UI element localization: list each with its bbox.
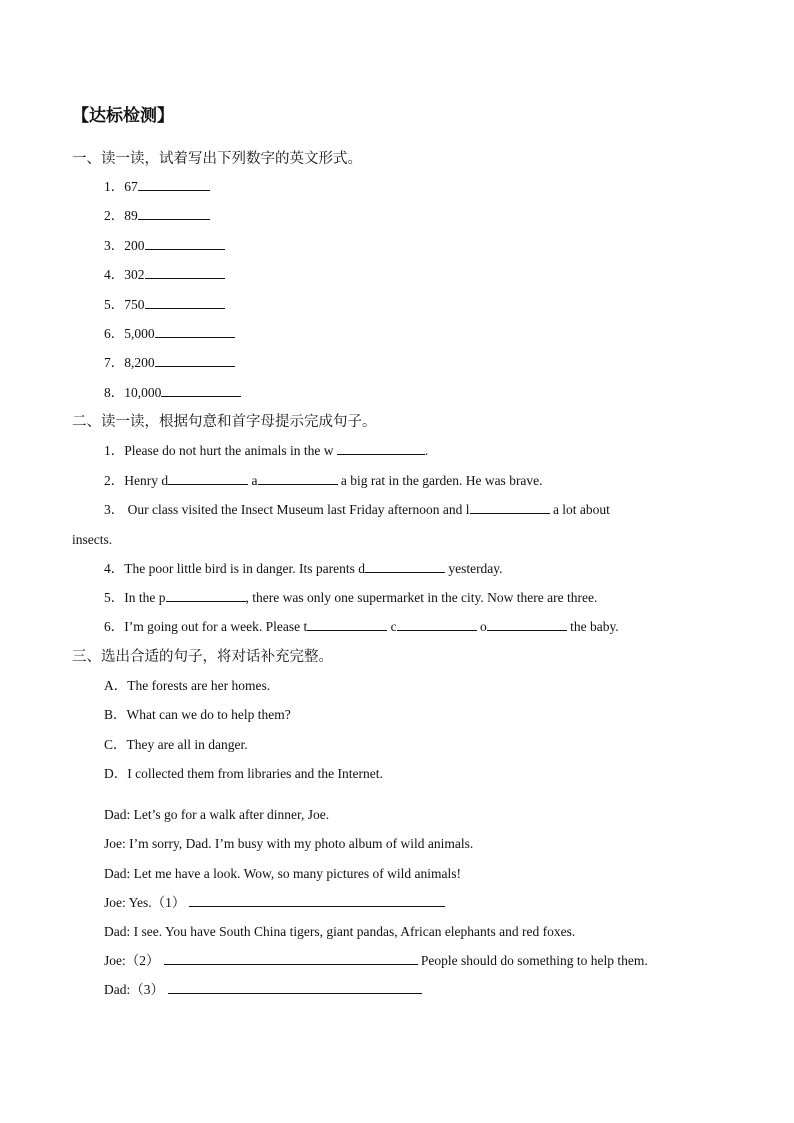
number-text: 2．89 (104, 208, 138, 223)
sentence-text: 5．In the p (104, 590, 166, 605)
sentence-text: 2．Henry d (104, 473, 169, 488)
dialog-text: Dad:（3） (104, 982, 164, 997)
answer-blank[interactable] (155, 354, 235, 367)
sentence-item (104, 501, 610, 519)
answer-blank[interactable] (138, 207, 210, 220)
answer-blank[interactable] (258, 472, 338, 485)
number-item (104, 296, 225, 314)
section-1-heading: 一、读一读，试着写出下列数字的英文形式。 (72, 151, 362, 167)
sentence-item (104, 618, 619, 636)
sentence-item (104, 442, 428, 460)
dialog-text: Joe:（2） (104, 953, 160, 968)
number-text: 4．302 (104, 267, 145, 282)
number-text: 6．5,000 (104, 326, 155, 341)
answer-blank[interactable] (145, 296, 225, 309)
number-item (104, 237, 225, 255)
section-3-heading: 三、选出合适的句子，将对话补充完整。 (72, 649, 333, 665)
answer-blank[interactable] (397, 618, 477, 631)
answer-blank[interactable] (307, 618, 387, 631)
sentence-text: yesterday. (448, 561, 503, 576)
sentence-item (104, 472, 543, 490)
dialog-line: Dad: Let’s go for a walk after dinner, Joe. (104, 807, 330, 822)
dialog-line (104, 952, 648, 970)
dialog-line: Dad: Let me have a look. Wow, so many pictures of wild animals! (104, 866, 461, 881)
sentence-text: a (251, 473, 258, 488)
page-title: 【达标检测】 (72, 106, 174, 126)
sentence-text: 6．I’m going out for a week. Please t (104, 619, 308, 634)
answer-blank[interactable] (164, 952, 418, 965)
option-d: D．I collected them from libraries and the Internet. (104, 766, 383, 781)
option-a: A．The forests are her homes. (104, 678, 271, 693)
answer-blank[interactable] (168, 981, 422, 994)
number-text: 7．8,200 (104, 355, 155, 370)
answer-blank[interactable] (168, 472, 248, 485)
dialog-text: People should do something to help them. (420, 953, 648, 968)
answer-blank[interactable] (487, 618, 567, 631)
dialog-line (104, 981, 422, 999)
answer-blank[interactable] (138, 178, 210, 191)
dialog-line: Dad: I see. You have South China tigers, giant pandas, African elephants and red foxes. (104, 924, 576, 939)
answer-blank[interactable] (470, 501, 550, 514)
section-2-heading: 二、读一读，根据句意和首字母提示完成句子。 (72, 414, 377, 430)
answer-blank[interactable] (145, 237, 225, 250)
answer-blank[interactable] (337, 442, 425, 455)
sentence-item (104, 589, 597, 607)
number-item (104, 384, 241, 402)
sentence-item (104, 560, 503, 578)
sentence-text: 3． Our class visited the Insect Museum last Friday afternoon and l (104, 502, 470, 517)
number-item (104, 354, 235, 372)
number-item (104, 207, 210, 225)
answer-blank[interactable] (145, 266, 225, 279)
number-item (104, 266, 225, 284)
answer-blank[interactable] (155, 325, 235, 338)
answer-blank[interactable] (161, 384, 241, 397)
number-text: 5．750 (104, 297, 145, 312)
number-text: 3．200 (104, 238, 145, 253)
sentence-continuation: insects. (72, 532, 113, 547)
number-item (104, 325, 235, 343)
sentence-text: c (390, 619, 397, 634)
sentence-text: o (479, 619, 487, 634)
dialog-text: Joe: Yes.（1） (104, 895, 186, 910)
option-c: C．They are all in danger. (104, 737, 248, 752)
sentence-text: , there was only one supermarket in the city. Now there are three. (245, 590, 598, 605)
answer-blank[interactable] (166, 589, 246, 602)
dialog-line: Joe: I’m sorry, Dad. I’m busy with my photo album of wild animals. (104, 836, 474, 851)
answer-blank[interactable] (365, 560, 445, 573)
answer-blank[interactable] (189, 894, 445, 907)
number-item (104, 178, 210, 196)
sentence-text: the baby. (570, 619, 619, 634)
dialog-line (104, 894, 445, 912)
sentence-text: a lot about (552, 502, 610, 517)
sentence-text: 4．The poor little bird is in danger. Its parents d (104, 561, 365, 576)
option-b: B．What can we do to help them? (104, 707, 291, 722)
number-text: 1．67 (104, 179, 138, 194)
sentence-text: a big rat in the garden. He was brave. (340, 473, 543, 488)
sentence-text: . (424, 443, 429, 458)
number-text: 8．10,000 (104, 385, 162, 400)
sentence-text: 1．Please do not hurt the animals in the w (104, 443, 334, 458)
